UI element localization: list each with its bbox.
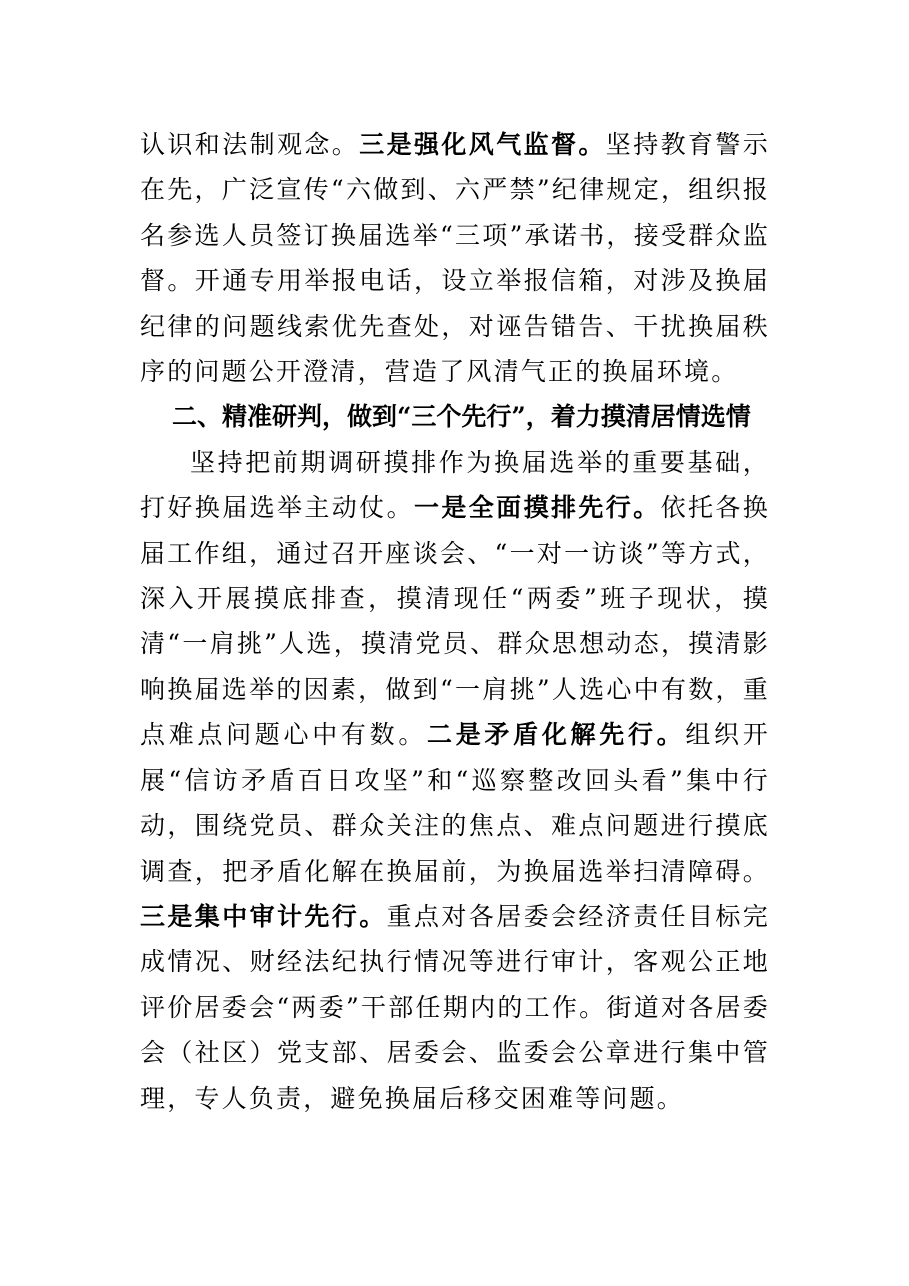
- paragraph-text: 坚持教育警示在先，广泛宣传“六做到、六严禁”纪律规定，组织报名参选人员签订换届选举“三项”承诺书，接受群众监督。开通专用举报电话，设立举报信箱，对涉及换届纪律的问题线索优先查处，对诬告错告、干扰换届秩序的问题公开澄清，营造了风清气正的换届环境。: [140, 130, 770, 387]
- paragraph-text: 依托各换届工作组，通过召开座谈会、“一对一访谈”等方式，深入开展摸底排查，摸清现任“两委”班子现状，摸清“一肩挑”人选，摸清党员、群众思想动态，摸清影响换届选举的因素，做到“一肩挑”人选心中有数，重点难点问题心中有数。: [140, 493, 770, 750]
- bold-lead-phrase: 三是集中审计先行。: [140, 901, 387, 931]
- paragraph-text: 组织开展“信访矛盾百日攻坚”和“巡察整改回头看”集中行动，围绕党员、群众关注的焦点、难点问题进行摸底调查，把矛盾化解在换届前，为换届选举扫清障碍。: [140, 720, 770, 886]
- paragraph-supervision: [140, 122, 770, 394]
- paragraph-text: 认识和法制观念。: [140, 130, 360, 159]
- bold-lead-phrase: 三是强化风气监督。: [359, 130, 606, 159]
- paragraph-text: 坚持把前期调研摸排作为换届选举的重要基础，打好换届选举主动仗。: [140, 447, 770, 523]
- document-page: [140, 122, 770, 1121]
- paragraph-text: 重点对各居委会经济责任目标完成情况、财经法纪执行情况等进行审计，客观公正地评价居委会“两委”干部任期内的工作。街道对各居委会（社区）党支部、居委会、监委会公章进行集中管理，专人负责，避免换届后移交困难等问题。: [140, 901, 770, 1113]
- section-heading: 二、精准研判，做到“三个先行”，着力摸清居情选情: [172, 402, 751, 432]
- bold-lead-phrase: 一是全面摸排先行。: [413, 493, 661, 523]
- paragraph-research: [140, 440, 770, 1121]
- bold-lead-phrase: 二是矛盾化解先行。: [427, 720, 686, 750]
